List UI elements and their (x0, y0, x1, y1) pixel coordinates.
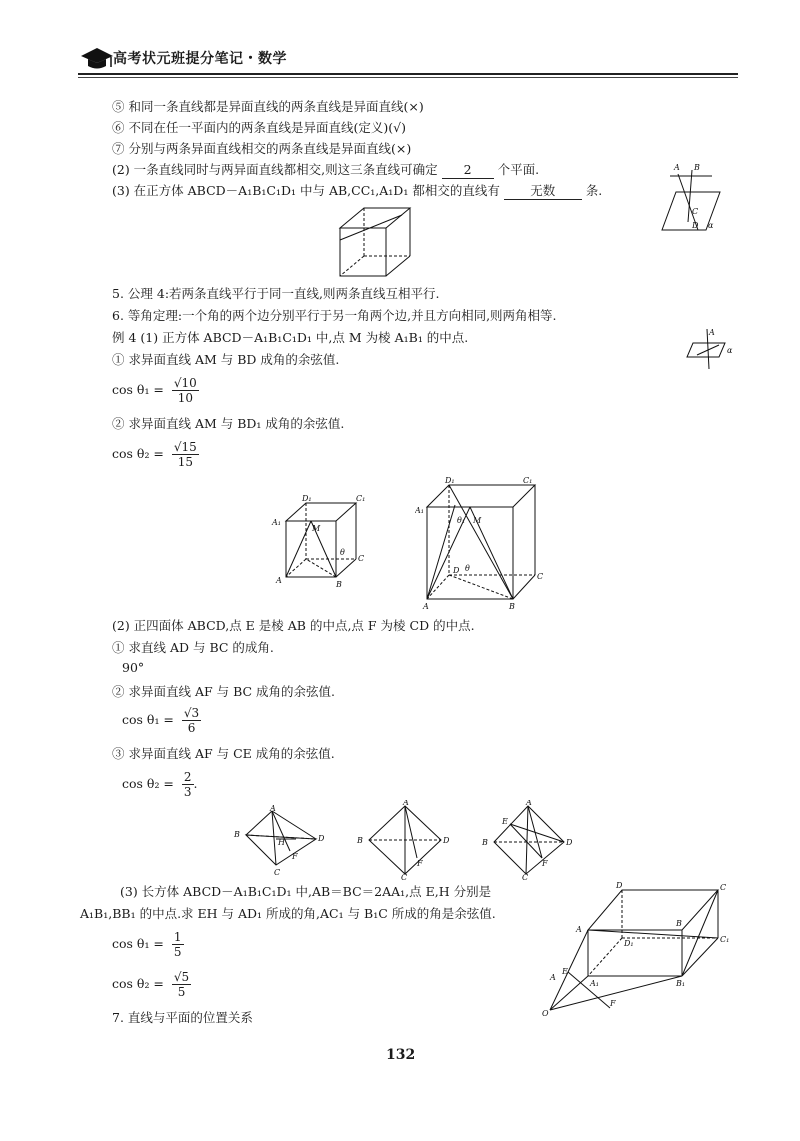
answer-lhs: cos θ₂ = (122, 776, 174, 791)
svg-text:F: F (542, 859, 548, 868)
axiom-4: 5. 公理 4:若两条直线平行于同一直线,则两条直线互相平行. (112, 286, 440, 301)
example-4-3-cont: A₁B₁,BB₁ 的中点.求 EH 与 AD₁ 所成的角,AC₁ 与 B₁C 所成的角是余弦值. (80, 906, 496, 921)
example-4-2-q3: ③ 求异面直线 AF 与 CE 成角的余弦值. (112, 746, 335, 761)
svg-text:D: D (453, 566, 460, 575)
svg-text:C: C (720, 883, 727, 892)
example-4-1-q2: ② 求异面直线 AM 与 BD₁ 成角的余弦值. (112, 416, 345, 431)
answer-angle: 90° (122, 660, 145, 675)
question-2 (112, 162, 539, 179)
answer-numerator: √3 (183, 706, 200, 720)
svg-text:D: D (692, 221, 699, 230)
svg-text:C: C (274, 868, 281, 877)
svg-text:C: C (401, 873, 408, 880)
answer-numerator: √10 (173, 376, 197, 390)
answer-denominator: 3 (183, 785, 192, 799)
tetrahedron-figure-1 (232, 805, 332, 877)
svg-text:F: F (610, 999, 616, 1008)
graduation-cap-icon (80, 42, 114, 72)
answer-lhs: cos θ₁ = (122, 712, 174, 727)
svg-text:θ: θ (465, 564, 470, 573)
answer-lhs: cos θ₁ = (112, 936, 164, 951)
svg-text:B: B (509, 602, 515, 610)
section-7-title: 7. 直线与平面的位置关系 (112, 1010, 253, 1025)
answer-cos-theta2-c (112, 970, 191, 999)
answer-denominator: 6 (187, 721, 196, 735)
question-3 (112, 183, 602, 200)
answer-numerator: 2 (183, 770, 192, 784)
tetrahedron-figure-3 (480, 800, 580, 880)
skew-lines-figure (648, 160, 758, 240)
svg-text:C: C (692, 207, 699, 216)
svg-text:C₁: C₁ (720, 935, 730, 944)
statement-6: ⑥ 不同在任一平面内的两条直线是异面直线(定义)(√) (112, 120, 406, 135)
page-number: 132 (386, 1047, 416, 1063)
example-4-1: 例 4 (1) 正方体 ABCD－A₁B₁C₁D₁ 中,点 M 为棱 A₁B₁ 的中点. (112, 330, 469, 345)
question-2-tail: 个平面. (497, 162, 540, 177)
equal-angle-theorem: 6. 等角定理:一个角的两个边分别平行于另一角两个边,并且方向相同,则两角相等. (112, 308, 557, 323)
svg-text:F: F (417, 859, 423, 868)
svg-text:A: A (709, 328, 715, 337)
svg-text:M: M (473, 516, 482, 525)
answer-blank-2: 2 (442, 162, 494, 179)
answer-denominator: 10 (177, 391, 193, 405)
example-4-1-q1: ① 求异面直线 AM 与 BD 成角的余弦值. (112, 352, 340, 367)
svg-text:D: D (566, 838, 573, 847)
svg-text:A: A (526, 800, 532, 807)
question-2-text: (2) 一条直线同时与两异面直线都相交,则这三条直线可确定 (112, 162, 438, 177)
svg-text:B₁: B₁ (676, 979, 686, 988)
svg-text:B: B (234, 830, 240, 839)
header-rule (78, 73, 738, 75)
svg-text:θ: θ (340, 548, 345, 557)
example-4-3: (3) 长方体 ABCD－A₁B₁C₁D₁ 中,AB＝BC＝2AA₁,点 E,H 分别是 (120, 884, 492, 899)
svg-text:B: B (694, 163, 700, 172)
example-4-2-q1: ① 求直线 AD 与 BC 的成角. (112, 640, 274, 655)
svg-text:E: E (502, 817, 508, 826)
answer-denominator: 5 (177, 985, 186, 999)
svg-text:A: A (270, 805, 276, 813)
svg-text:A: A (674, 163, 680, 172)
question-3-tail: 条. (585, 183, 603, 198)
answer-cos-theta1-c (112, 930, 184, 959)
svg-text:C: C (522, 873, 529, 880)
svg-text:O: O (542, 1009, 549, 1018)
svg-text:A: A (576, 925, 582, 934)
svg-text:α: α (727, 346, 733, 355)
line-plane-figure (683, 325, 743, 373)
svg-text:D: D (616, 881, 623, 890)
svg-text:C: C (358, 554, 365, 563)
svg-text:A: A (423, 602, 429, 610)
example-4-2-q2: ② 求异面直线 AF 与 BC 成角的余弦值. (112, 684, 336, 699)
svg-text:E: E (562, 967, 568, 976)
svg-text:D: D (318, 834, 325, 843)
svg-text:H: H (278, 838, 285, 847)
answer-numerator: √5 (173, 970, 190, 984)
svg-text:D₁: D₁ (445, 476, 455, 485)
answer-numerator: √15 (173, 440, 197, 454)
cube-am-bd1-figure (415, 475, 545, 610)
answer-cos-theta1-a (112, 376, 199, 405)
svg-text:A: A (276, 576, 282, 585)
svg-text:C: C (537, 572, 544, 581)
question-3-text: (3) 在正方体 ABCD－A₁B₁C₁D₁ 中与 AB,CC₁,A₁D₁ 都相交的直线有 (112, 183, 500, 198)
answer-denominator: 5 (173, 945, 182, 959)
answer-denominator: 15 (177, 455, 193, 469)
svg-text:D₁: D₁ (302, 495, 312, 503)
svg-text:C₁: C₁ (356, 495, 366, 503)
tetrahedron-figure-2 (355, 800, 455, 880)
svg-text:α: α (708, 221, 714, 230)
cube-am-bd-figure (268, 495, 378, 590)
svg-text:A₁: A₁ (590, 979, 599, 988)
svg-text:C₁: C₁ (523, 476, 533, 485)
svg-text:A: A (403, 800, 409, 807)
answer-cos-theta1-b (122, 706, 201, 735)
svg-text:θ₁: θ₁ (457, 516, 466, 525)
answer-tail: . (193, 776, 198, 791)
statement-5: ⑤ 和同一条直线都是异面直线的两条直线是异面直线(×) (112, 99, 424, 114)
answer-numerator: 1 (173, 930, 182, 944)
svg-text:D₁: D₁ (624, 939, 634, 948)
svg-text:A: A (550, 973, 556, 982)
svg-text:D: D (443, 836, 450, 845)
svg-text:M: M (312, 524, 321, 533)
header-rule-thin (78, 77, 738, 78)
cube-figure (330, 200, 430, 285)
answer-blank-3: 无数 (504, 183, 582, 200)
svg-text:B: B (676, 919, 682, 928)
example-4-2: (2) 正四面体 ABCD,点 E 是棱 AB 的中点,点 F 为棱 CD 的中点. (112, 618, 475, 633)
svg-text:B: B (336, 580, 342, 589)
svg-text:F: F (292, 852, 298, 861)
svg-text:A₁: A₁ (415, 506, 424, 515)
answer-lhs: cos θ₂ = (112, 446, 164, 461)
svg-text:B: B (482, 838, 488, 847)
statement-7: ⑦ 分别与两条异面直线相交的两条直线是异面直线(×) (112, 141, 412, 156)
cuboid-figure (540, 880, 740, 1020)
answer-cos-theta2-b (122, 770, 198, 799)
answer-lhs: cos θ₂ = (112, 976, 164, 991)
header-title: 高考状元班提分笔记・数学 (113, 51, 287, 67)
answer-lhs: cos θ₁ = (112, 382, 164, 397)
svg-text:B: B (357, 836, 363, 845)
answer-cos-theta2-a (112, 440, 199, 469)
svg-text:A₁: A₁ (272, 518, 281, 527)
